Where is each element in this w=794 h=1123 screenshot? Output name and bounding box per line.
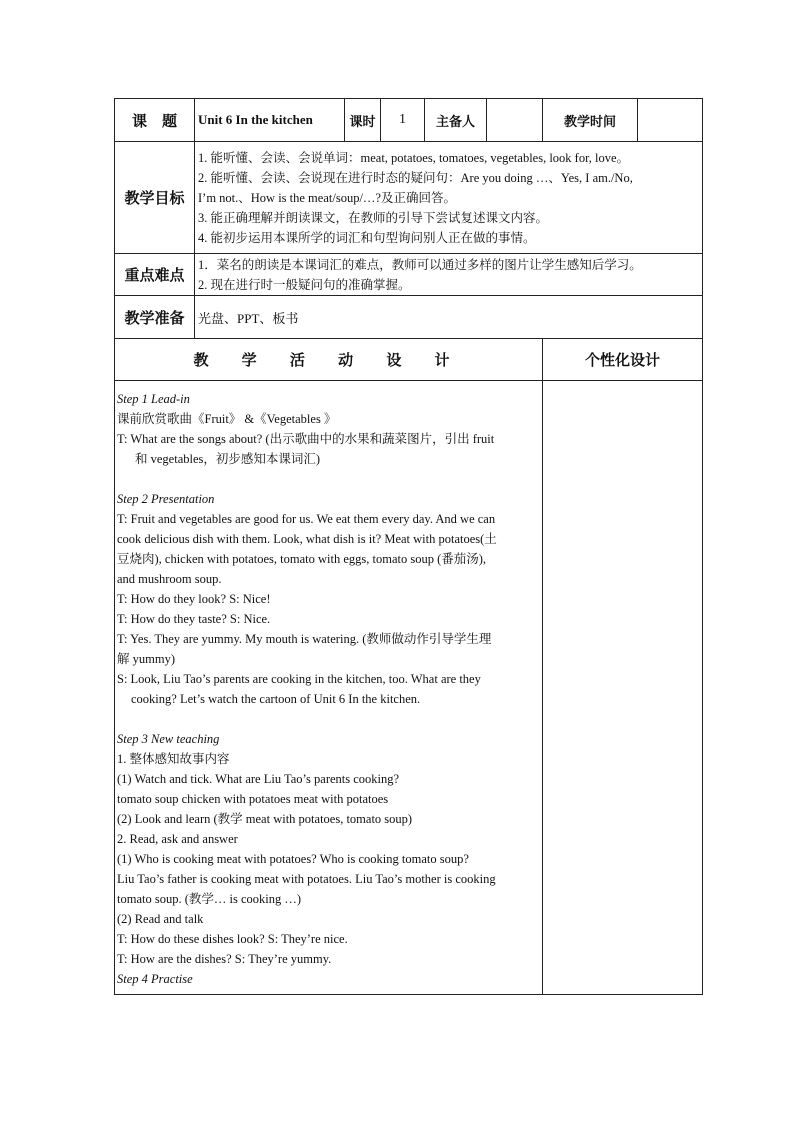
design-line: 和 vegetables，初步感知本课词汇)	[135, 452, 321, 466]
preparation-label: 教学准备	[115, 296, 195, 339]
objective-item: I’m not.、How is the meat/soup/…?及正确回答。	[198, 190, 456, 205]
blank-line	[117, 709, 540, 729]
objectives-row	[115, 142, 703, 254]
design-line: tomato soup. (教学… is cooking …)	[117, 892, 302, 906]
preparer-label: 主备人	[425, 99, 487, 142]
key-points-label: 重点难点	[115, 254, 195, 296]
design-line: 课前欣赏歌曲《Fruit》 &《Vegetables 》	[117, 412, 337, 426]
design-line: and mushroom soup.	[117, 572, 222, 586]
topic-label: 课 题	[115, 99, 195, 142]
personal-design-content	[543, 381, 703, 995]
objective-item: 1. 能听懂、会读、会说单词：meat, potatoes, tomatoes, vegetables, look for, love。	[198, 150, 630, 165]
design-line: T: How do these dishes look? S: They’re nice.	[117, 932, 348, 946]
design-line: T: What are the songs about? (出示歌曲中的水果和蔬菜图片，引出 fruit	[117, 432, 495, 446]
objective-item: 2. 能听懂、会读、会说现在进行时态的疑问句：Are you doing …、Yes, I am./No,	[198, 170, 633, 185]
objectives-label: 教学目标	[115, 142, 195, 254]
key-points-row	[115, 254, 703, 296]
design-line: (1) Who is cooking meat with potatoes? Who is cooking tomato soup?	[117, 852, 469, 866]
design-line: T: Yes. They are yummy. My mouth is watering. (教师做动作引导学生理	[117, 632, 492, 646]
design-content	[115, 381, 543, 995]
design-line: (2) Look and learn (教学 meat with potatoes, tomato soup)	[117, 812, 413, 826]
period-value: 1	[381, 99, 425, 142]
design-line: 豆烧肉), chicken with potatoes, tomato with eggs, tomato soup (番茄汤),	[117, 552, 487, 566]
preparation-row	[115, 296, 703, 339]
design-line: T: Fruit and vegetables are good for us. We eat them every day. And we can	[117, 512, 496, 526]
design-line: S: Look, Liu Tao’s parents are cooking in the kitchen, too. What are they	[117, 672, 481, 686]
step-heading: Step 2 Presentation	[117, 492, 215, 506]
step-heading: Step 1 Lead-in	[117, 392, 190, 406]
step-heading: Step 3 New teaching	[117, 732, 220, 746]
objective-item: 4. 能初步运用本课所学的词汇和句型询问别人正在做的事情。	[198, 230, 536, 245]
blank-line	[117, 469, 540, 489]
design-line: (1) Watch and tick. What are Liu Tao’s parents cooking?	[117, 772, 400, 786]
header-row	[115, 99, 703, 142]
lesson-plan-table	[114, 98, 703, 995]
design-line: 2. Read, ask and answer	[117, 832, 238, 846]
design-line: cooking? Let’s watch the cartoon of Unit 6 In the kitchen.	[131, 692, 421, 706]
design-title: 教 学 活 动 设 计	[115, 339, 543, 381]
topic-value: Unit 6 In the kitchen	[195, 99, 345, 142]
design-line: tomato soup chicken with potatoes meat with potatoes	[117, 792, 389, 806]
period-label: 课时	[345, 99, 381, 142]
design-line: 解 yummy)	[117, 652, 175, 666]
design-line: T: How are the dishes? S: They’re yummy.	[117, 952, 332, 966]
design-header-row	[115, 339, 703, 381]
design-line: (2) Read and talk	[117, 912, 204, 926]
personal-design-title: 个性化设计	[543, 339, 703, 381]
teaching-time-value	[638, 99, 703, 142]
design-line: cook delicious dish with them. Look, what dish is it? Meat with potatoes(土	[117, 532, 497, 546]
key-points-content	[195, 254, 703, 296]
preparation-value: 光盘、PPT、板书	[195, 296, 703, 339]
design-lines	[117, 389, 540, 989]
key-point-item: 1．菜名的朗读是本课词汇的难点，教师可以通过多样的图片让学生感知后学习。	[198, 257, 642, 272]
teaching-time-label: 教学时间	[543, 99, 638, 142]
design-line: Liu Tao’s father is cooking meat with potatoes. Liu Tao’s mother is cooking	[117, 872, 496, 886]
key-point-item: 2. 现在进行时一般疑问句的准确掌握。	[198, 277, 411, 292]
objective-item: 3. 能正确理解并朗读课文，在教师的引导下尝试复述课文内容。	[198, 210, 549, 225]
design-content-row	[115, 381, 703, 995]
objectives-content	[195, 142, 703, 254]
design-line: T: How do they look? S: Nice!	[117, 592, 271, 606]
design-line: T: How do they taste? S: Nice.	[117, 612, 271, 626]
step-heading: Step 4 Practise	[117, 972, 193, 986]
design-line: 1. 整体感知故事内容	[117, 752, 230, 766]
preparer-value	[487, 99, 543, 142]
